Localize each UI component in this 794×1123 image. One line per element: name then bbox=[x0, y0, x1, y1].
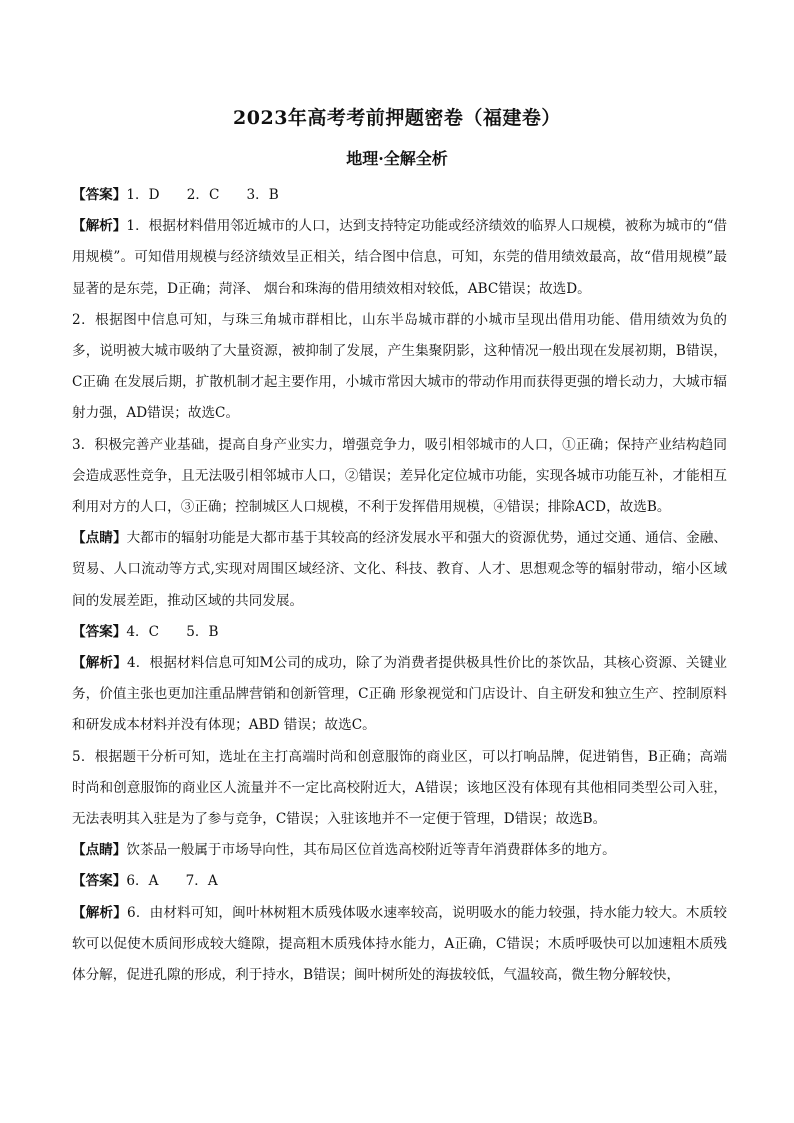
answer-paragraph bbox=[72, 180, 727, 211]
paragraph-text: 大都市的辐射功能是大都市基于其较高的经济发展水平和强大的资源优势，通过交通、通信、金融、贸易、人口流动等方式,实现对周围区域经济、文化、科技、教育、人才、思想观念等的辐射带动，缩小区域间的发展差距，推动区域的共同发展。 bbox=[72, 530, 728, 609]
insight-label: 【点睛】 bbox=[72, 842, 127, 859]
insight-label: 【点睛】 bbox=[72, 530, 127, 547]
answer-label: 【答案】 bbox=[72, 187, 127, 203]
paragraph-text: 4．C 5．B bbox=[126, 623, 219, 640]
analysis-paragraph bbox=[72, 648, 727, 742]
paragraph-text: 饮茶品一般属于市场导向性，其布局区位首选高校附近等青年消费群体多的地方。 bbox=[126, 842, 616, 859]
analysis-label: 【解析】 bbox=[72, 904, 128, 921]
answer-label: 【答案】 bbox=[72, 873, 127, 890]
document-body bbox=[72, 180, 727, 991]
answer-label: 【答案】 bbox=[72, 623, 127, 640]
analysis-label: 【解析】 bbox=[72, 218, 127, 235]
document-title: 2023年高考考前押题密卷（福建卷） bbox=[233, 107, 561, 129]
paragraph-text: 1．根据材料借用邻近城市的人口，达到支持特定功能或经济绩效的临界人口规模，被称为城市的“借用规模”。可知借用规模与经济绩效呈正相关，结合图中信息，可知，东莞的借用绩效最高，故“借用规模”最显著的是东莞，D正确；菏泽、 烟台和珠海的借用绩效相对较低，ABC错误；故选D。 bbox=[72, 218, 727, 297]
answer-paragraph bbox=[72, 866, 727, 897]
analysis-paragraph bbox=[72, 898, 727, 992]
paragraph-text: 5．根据题干分析可知，选址在主打高端时尚和创意服饰的商业区，可以打响品牌，促进销售，B正确；高端时尚和创意服饰的商业区人流量并不一定比高校附近大，A错误；该地区没有体现有其他相同类型公司入驻，无法表明其入驻是为了参与竞争，C错误；入驻该地并不一定便于管理，D错误；故选B。 bbox=[72, 748, 727, 828]
insight-paragraph bbox=[72, 835, 727, 866]
paragraph-text: 1．D 2．C 3．B bbox=[126, 187, 279, 203]
analysis-paragraph bbox=[72, 305, 727, 430]
paragraph-text: 3．积极完善产业基础，提高自身产业实力，增强竞争力，吸引相邻城市的人口，①正确；保持产业结构趋同会造成恶性竞争，且无法吸引相邻城市人口，②错误；差异化定位城市功能，实现各城市功能互补，才能相互利用对方的人口，③正确；控制城区人口规模，不利于发挥借用规模，④错误；排除ACD，故选B。 bbox=[72, 436, 727, 516]
insight-paragraph bbox=[72, 523, 727, 617]
analysis-paragraph bbox=[72, 211, 727, 305]
paragraph-text: 6．由材料可知，闽叶林树粗木质残体吸水速率较高，说明吸水的能力较强，持水能力较大。木质较软可以促使木质间形成较大缝隙，提高粗木质残体持水能力，A正确，C错误；木质呼吸快可以加速粗木质残体分解，促进孔隙的形成，利于持水，B错误；闽叶树所处的海拔较低，气温较高，微生物分解较快， bbox=[72, 904, 727, 984]
analysis-paragraph bbox=[72, 430, 727, 524]
paragraph-text: 6．A 7．A bbox=[126, 873, 218, 890]
document-subtitle: 地理·全解全析 bbox=[346, 149, 448, 168]
analysis-paragraph bbox=[72, 742, 727, 836]
answer-paragraph bbox=[72, 617, 727, 648]
paragraph-text: 2．根据图中信息可知，与珠三角城市群相比，山东半岛城市群的小城市呈现出借用功能、借用绩效为负的多，说明被大城市吸纳了大量资源，被抑制了发展，产生集聚阴影，这种情况一般出现在发展初期，B错误，C正确 在发展后期，扩散机制才起主要作用，小城市常因大城市的带动作用而获得更强的增长动力，大城市辐射力强，AD错误；故选C。 bbox=[72, 311, 727, 422]
analysis-label: 【解析】 bbox=[72, 655, 127, 672]
paragraph-text: 4．根据材料信息可知M公司的成功，除了为消费者提供极具性价比的茶饮品，其核心资源、关键业务，价值主张也更加注重品牌营销和创新管理，C正确 形象视觉和门店设计、自主研发和独立生产、控制原料和研发成本材料并没有体现；ABD 错误；故选C。 bbox=[72, 655, 727, 734]
